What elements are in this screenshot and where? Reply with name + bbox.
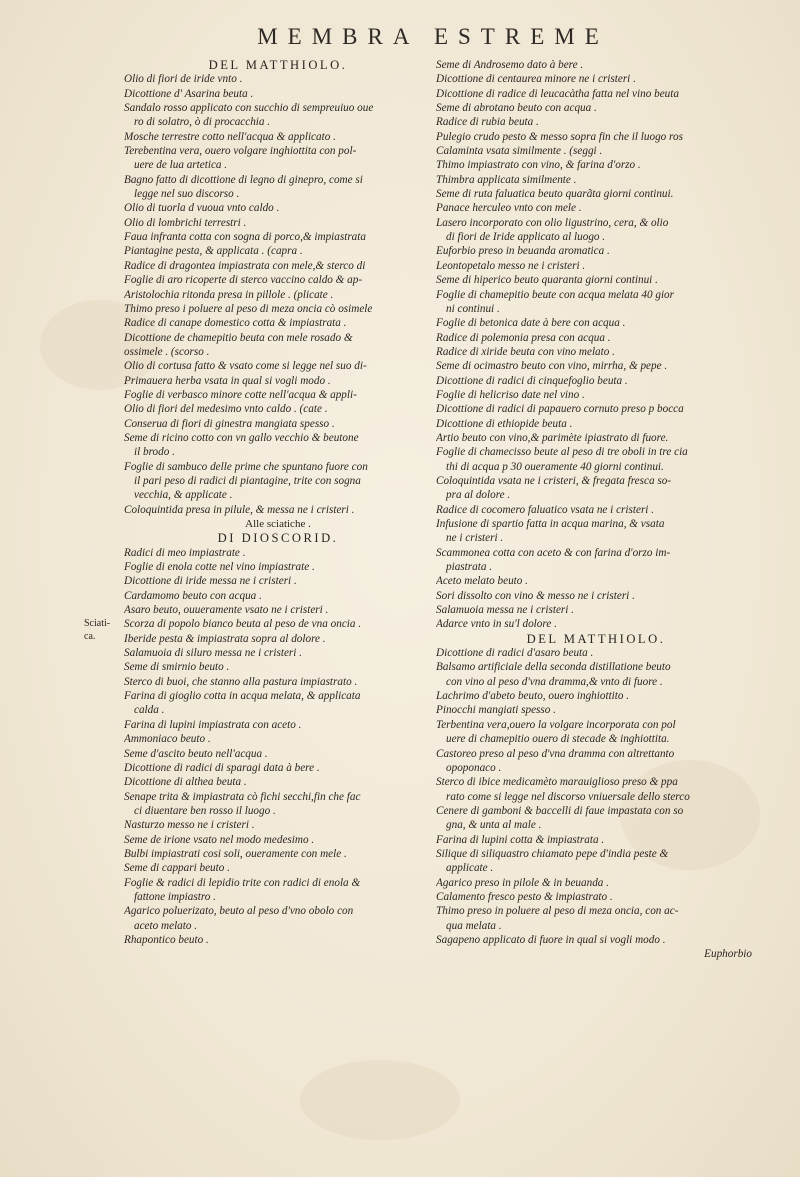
margin-note — [84, 617, 110, 643]
text-line: Lasero incorporato con olio ligustrino, cera, & olio — [436, 216, 669, 229]
text-line: Balsamo artificiale della seconda distillatione beuto — [436, 661, 671, 674]
text-line: Conserua di fiori di ginestra mangiata spesso . — [124, 417, 335, 430]
text-line: Sagapeno applicato di fuore in qual si vogli modo . — [436, 933, 666, 946]
text-line: Thimo preso i poluere al peso di meza oncia cò osimele — [124, 302, 373, 315]
section-heading: DEL MATTHIOLO. — [526, 631, 666, 646]
text-line: Salamuoia di siluro messa ne i cristeri . — [124, 647, 302, 660]
text-line: Sterco di buoi, che stanno alla pastura impiastrato . — [124, 675, 358, 688]
text-line: ro di solatro, ò di procacchia . — [134, 116, 271, 129]
text-line: Artio beuto con vino,& parimète ipiastrato di fuore. — [436, 431, 669, 444]
text-line: Bulbi impiastrati cosi soli, oueramente con mele . — [124, 847, 347, 860]
text-line: vecchia, & applicate . — [134, 489, 233, 502]
text-line: Coloquintida vsata ne i cristeri, & fregata fresca so- — [436, 474, 672, 487]
text-line: Salamuoia messa ne i cristeri . — [436, 604, 574, 617]
text-line: Thimo preso in poluere al peso di meza oncia, con ac- — [436, 905, 679, 918]
text-line: Agarico preso in pilole & in beuanda . — [436, 876, 609, 889]
text-line: Farina di lupini impiastrata con aceto . — [124, 718, 302, 731]
text-line: Asaro beuto, ouueramente vsato ne i cristeri . — [124, 604, 329, 617]
text-line: piastrata . — [446, 561, 493, 574]
text-line: Cenere di gamboni & baccelli di faue impastata con so — [436, 804, 684, 817]
text-line: Farina di gioglio cotta in acqua melata, & applicata — [124, 690, 361, 703]
text-line: Seme di abrotano beuto con acqua . — [436, 102, 597, 115]
text-line: Olio di fiori del medesimo vnto caldo . (cate . — [124, 403, 328, 416]
text-line: Dicottione di radici di cinquefoglio beuta . — [436, 374, 628, 387]
text-line: Farina di lupini cotta & impiastrata . — [436, 833, 605, 846]
text-line: Bagno fatto di dicottione di legno di ginepro, come si — [124, 173, 363, 186]
text-line: Seme di Androsemo dato à bere . — [436, 59, 584, 71]
text-line: Seme di ricino cotto con vn gallo vecchio & beutone — [124, 431, 359, 444]
text-line: Piantagine pesta, & applicata . (capra . — [124, 245, 303, 258]
text-line: Foglie di aro ricoperte di sterco vaccino caldo & ap- — [124, 274, 363, 287]
text-line: Seme di cappari beuto . — [124, 862, 230, 875]
text-line: Dicottione de chamepitio beuta con mele rosado & — [124, 331, 353, 344]
text-line: opoponaco . — [446, 761, 502, 774]
text-line: gna, & unta al male . — [446, 819, 542, 832]
text-line: Radice di cocomero faluatico vsata ne i cristeri . — [436, 503, 655, 516]
text-line: applicate . — [446, 862, 494, 875]
text-line: Pinocchi mangiati spesso . — [436, 704, 556, 717]
text-line: Dicottione di centaurea minore ne i cristeri . — [436, 73, 636, 86]
text-line: Rhapontico beuto . — [124, 933, 209, 946]
text-line: Primauera herba vsata in qual si vogli modo . — [124, 374, 331, 387]
text-line: ci diuentare ben rosso il luogo . — [134, 804, 276, 817]
text-line: con vino al peso d'vna dramma,& vnto di fuore . — [446, 675, 663, 688]
text-line: Iberide pesta & impiastrata sopra al dolore . — [124, 632, 326, 645]
text-line: pra al dolore . — [446, 489, 511, 502]
text-line: Foglie di betonica date à bere con acqua . — [436, 317, 626, 330]
text-line: Radice di xiride beuta con vino melato . — [436, 345, 615, 358]
text-line: Thimo impiastrato con vino, & farina d'orzo . — [436, 159, 641, 172]
text-line: uere di chamepitio ouero di stecade & inghiottita. — [446, 733, 670, 746]
text-line: thi di acqua p 30 oueramente 40 giorni continui. — [446, 460, 664, 473]
text-line: Seme di ruta faluatica beuto quarãta giorni continui. — [436, 188, 674, 201]
section-heading: DI DIOSCORID. — [217, 531, 339, 546]
text-line: Terbentina vera,ouero la volgare incorporata con pol — [436, 718, 676, 731]
text-line: Scammonea cotta con aceto & con farina d'orzo im- — [436, 546, 671, 559]
text-line: Dicottione d' Asarina beuta . — [124, 87, 254, 100]
text-line: rato come si legge nel discorso vniuersale dello sterco — [446, 790, 690, 803]
text-line: Dicottione di radici d'asaro beuta . — [436, 647, 594, 660]
text-line: Foglie di chamepitio beute con acqua melata 40 gior — [436, 288, 674, 301]
text-line: Seme di ocimastro beuto con vino, mirrha, & pepe . — [436, 360, 668, 373]
text-line: Pulegio crudo pesto & messo sopra fin che il luogo ros — [436, 130, 683, 143]
margin-note-line: Sciati- — [84, 618, 111, 629]
text-line: di fiori de Iride applicato al luogo . — [446, 231, 606, 244]
text-line: Nasturzo messo ne i cristeri . — [124, 819, 255, 832]
text-line: ossimele . (scorso . — [124, 345, 210, 358]
text-line: Lachrimo d'abeto beuto, ouero inghiottito . — [436, 690, 630, 703]
text-line: Seme de irione vsato nel modo medesimo . — [124, 833, 315, 846]
text-line: Senape trita & impiastrata cò fichi secchi,fin che fac — [124, 790, 361, 803]
text-line: Dicottione di radici di papauero cornuto preso p bocca — [436, 403, 684, 416]
text-line: Euphorbio — [704, 948, 752, 961]
text-line: Terebentina vera, ouero volgare inghiottita con pol- — [124, 145, 357, 158]
text-line: Adarce vnto in su'l dolore . — [436, 618, 557, 631]
text-line: Dicottione di radici di sparagi data à bere . — [124, 761, 320, 774]
text-line: il pari peso di radici di piantagine, trite con sogna — [134, 474, 361, 487]
text-line: ni continui . — [446, 302, 500, 315]
text-line: Ammoniaco beuto . — [124, 733, 211, 746]
text-line: Foglie di verbasco minore cotte nell'acqua & appli- — [124, 388, 357, 401]
text-line: Seme di smirnio beuto . — [124, 661, 230, 674]
text-line: Sandalo rosso applicato con succhio di sempreuiuo oue — [124, 102, 374, 115]
text-line: legge nel suo discorso . — [134, 188, 240, 201]
text-line: Dicottione di ethiopide beuta . — [436, 417, 573, 430]
text-line: Foglie di helicriso date nel vino . — [436, 388, 585, 401]
text-line: Foglie di enola cotte nel vino impiastrate . — [124, 561, 315, 574]
text-line: Faua infranta cotta con sogna di porco,& impiastrata — [124, 231, 366, 244]
text-line: uere de lua artetica . — [134, 159, 228, 172]
text-line: calda . — [134, 704, 165, 717]
text-line: ne i cristeri . — [446, 532, 504, 545]
text-line: Seme di hiperico beuto quaranta giorni continui . — [436, 274, 658, 287]
section-subheading: Alle sciatiche . — [245, 518, 311, 530]
text-line: Castoreo preso al peso d'vna dramma con altrettanto — [436, 747, 675, 760]
text-line: Scorza di popolo bianco beuta al peso de vna oncia . — [124, 618, 362, 631]
text-line: Radici di meo impiastrate . — [124, 546, 246, 559]
margin-note-line: ca. — [84, 631, 96, 642]
text-line: Dicottione di radice di leucacàtha fatta nel vino beuta — [436, 87, 679, 100]
text-line: qua melata . — [446, 919, 502, 932]
text-line: Radice di dragontea impiastrata con mele,& sterco di — [124, 259, 366, 272]
text-line: aceto melato . — [134, 919, 198, 932]
right-column — [436, 58, 756, 962]
running-title: MEMBRA ESTREME — [257, 24, 609, 49]
text-line: Seme d'ascito beuto nell'acqua . — [124, 747, 268, 760]
text-line: Agarico poluerizato, beuto al peso d'vno obolo con — [124, 905, 354, 918]
text-line: fattone impiastro . — [134, 890, 216, 903]
text-line: Dicottione di iride messa ne i cristeri . — [124, 575, 297, 588]
text-line: Leontopetalo messo ne i cristeri . — [436, 259, 586, 272]
text-line: Panace herculeo vnto con mele . — [436, 202, 582, 215]
text-line: Cardamomo beuto con acqua . — [124, 589, 262, 602]
text-line: Radice di canape domestico cotta & impiastrata . — [124, 317, 347, 330]
section-heading: DEL MATTHIOLO. — [208, 58, 348, 72]
text-line: Calaminta vsata similmente . (seggi . — [436, 145, 603, 158]
text-line: Infusione di spartio fatta in acqua marina, & vsata — [436, 518, 665, 530]
text-line: Sori dissolto con vino & messo ne i cristeri . — [436, 589, 635, 602]
text-line: Calamento fresco pesto & impiastrato . — [436, 890, 613, 903]
text-line: il brodo . — [134, 446, 175, 459]
text-line: Radice di rubia beuta . — [436, 116, 539, 129]
text-line: Foglie di sambuco delle prime che spuntano fuore con — [124, 460, 368, 473]
text-line: Mosche terrestre cotto nell'acqua & applicato . — [124, 130, 336, 143]
text-line: Olio di fiori de iride vnto . — [124, 73, 243, 86]
text-line: Thimbra applicata similmente . — [436, 173, 577, 186]
text-line: Sterco di ibice medicamèto marauiglioso preso & ppa — [436, 776, 678, 789]
text-line: Olio di lombrichi terrestri . — [124, 216, 247, 229]
text-line: Dicottione di althea beuta . — [124, 776, 247, 789]
text-line: Foglie di chamecisso beute al peso di tre oboli in tre cia — [436, 446, 688, 459]
text-line: Coloquintida presa in pilule, & messa ne i cristeri . — [124, 503, 355, 516]
text-line: Euforbio preso in beuanda aromatica . — [436, 245, 610, 258]
text-line: Radice di polemonia presa con acqua . — [436, 331, 611, 344]
text-line: Olio di cortusa fatto & vsato come si legge nel suo di- — [124, 360, 367, 373]
text-line: Aceto melato beuto . — [436, 575, 528, 588]
left-column — [124, 58, 432, 947]
text-line: Olio di tuorla d vuoua vnto caldo . — [124, 202, 280, 215]
text-line: Silique di siliquastro chiamato pepe d'india peste & — [436, 847, 669, 860]
text-line: Foglie & radici di lepidio trite con radici di enola & — [124, 876, 361, 889]
text-line: Aristolochia ritonda presa in pillole . (plicate . — [124, 288, 334, 301]
